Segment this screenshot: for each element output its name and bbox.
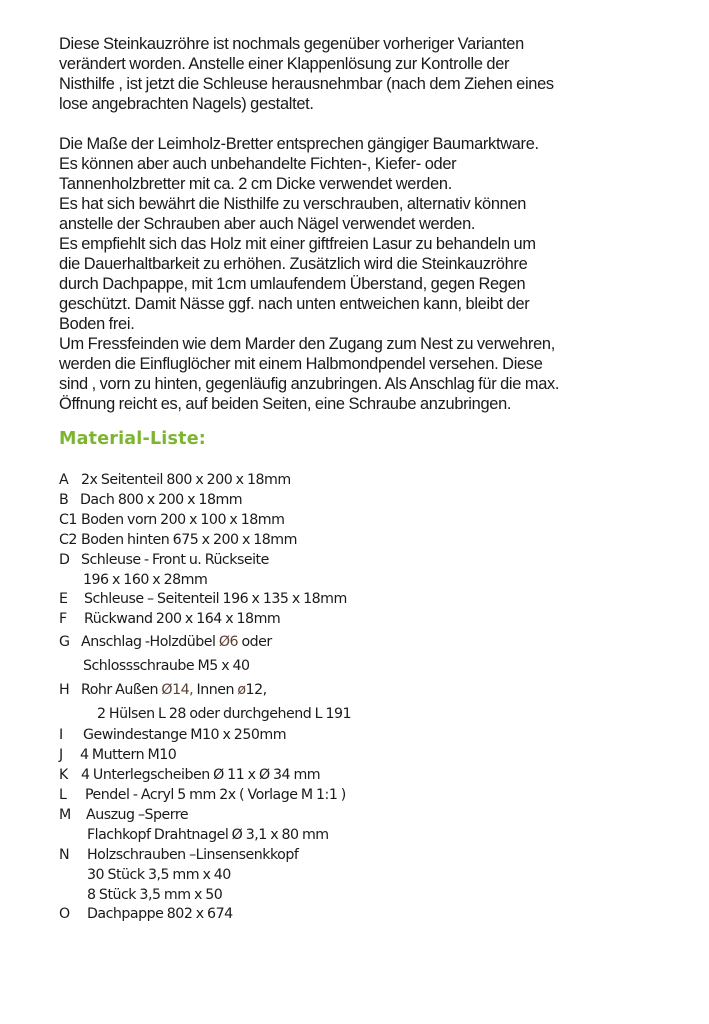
text-line: Nisthilfe , ist jetzt die Schleuse herausnehmbar (nach dem Ziehen eines	[59, 75, 554, 93]
text-line: werden die Einfluglöcher mit einem Halbmondpendel versehen. Diese	[59, 355, 543, 373]
material-item	[59, 511, 699, 531]
material-text: 4 Muttern M10	[80, 747, 177, 764]
text-line: Die Maße der Leimholz-Bretter entsprechen gängiger Baumarktware.	[59, 135, 539, 153]
material-item	[59, 726, 699, 746]
text-line: Es können aber auch unbehandelte Fichten-, Kiefer- oder	[59, 155, 457, 173]
material-text-part: Ø14,	[161, 682, 194, 699]
material-item	[59, 551, 699, 591]
material-code: B	[59, 491, 69, 508]
material-code: K	[59, 767, 68, 784]
material-item	[59, 491, 699, 511]
material-text-part: Rohr Außen	[81, 682, 162, 699]
material-item	[59, 678, 699, 726]
material-code: L	[59, 786, 67, 803]
material-text: Schleuse – Seitenteil 196 x 135 x 18mm	[84, 591, 347, 608]
material-text: Auszug –Sperre	[86, 806, 189, 823]
material-text-part: 12,	[245, 682, 267, 699]
material-text: Pendel - Acryl 5 mm 2x ( Vorlage M 1:1 )	[85, 786, 346, 803]
material-item	[59, 806, 699, 846]
material-text: Dachpappe 802 x 674	[87, 906, 233, 923]
material-code: O	[59, 906, 70, 923]
material-code: N	[59, 846, 70, 863]
text-line: Es empfiehlt sich das Holz mit einer giftfreien Lasur zu behandeln um	[59, 235, 536, 253]
material-continuation: 2 Hülsen L 28 oder durchgehend L 191	[97, 706, 352, 723]
material-continuation: Schlossschraube M5 x 40	[83, 658, 250, 675]
intro-paragraph-2	[59, 134, 699, 414]
material-item	[59, 610, 699, 630]
material-text: 4 Unterlegscheiben Ø 11 x Ø 34 mm	[81, 767, 321, 784]
material-item	[59, 590, 699, 610]
material-text: Boden vorn 200 x 100 x 18mm	[81, 511, 285, 528]
material-code: A	[59, 472, 69, 488]
material-code: H	[59, 682, 70, 699]
material-text: Holzschrauben –Linsensenkkopf	[87, 846, 299, 863]
text-line: verändert worden. Anstelle einer Klappenlösung zur Kontrolle der	[59, 55, 510, 73]
text-line: geschützt. Damit Nässe ggf. nach unten entweichen kann, bleibt der	[59, 295, 530, 313]
text-line: durch Dachpappe, mit 1cm umlaufendem Überstand, gegen Regen	[59, 275, 526, 293]
text-line: lose angebrachten Nagels) gestaltet.	[59, 95, 314, 113]
material-continuation: 196 x 160 x 28mm	[83, 571, 208, 588]
material-code: J	[59, 747, 63, 764]
material-text: Gewindestange M10 x 250mm	[83, 727, 287, 744]
material-item	[59, 471, 699, 491]
material-code: E	[59, 591, 68, 608]
material-item	[59, 531, 699, 551]
material-text: 2x Seitenteil 800 x 200 x 18mm	[81, 472, 291, 488]
intro-paragraph-1	[59, 34, 699, 114]
material-code: I	[59, 727, 63, 744]
text-line: Boden frei.	[59, 315, 135, 333]
text-line: anstelle der Schrauben aber auch Nägel verwendet werden.	[59, 215, 476, 233]
text-line: Öffnung reicht es, auf beiden Seiten, eine Schraube anzubringen.	[59, 395, 512, 413]
material-list	[59, 471, 699, 925]
material-code: F	[59, 611, 67, 628]
text-line: Um Fressfeinden wie dem Marder den Zugang zum Nest zu verwehren,	[59, 335, 555, 353]
material-continuation: Flachkopf Drahtnagel Ø 3,1 x 80 mm	[87, 826, 329, 843]
material-text: Rückwand 200 x 164 x 18mm	[84, 611, 281, 628]
material-code: C1	[59, 511, 77, 528]
text-line: sind , vorn zu hinten, gegenläufig anzubringen. Als Anschlag für die max.	[59, 375, 560, 393]
text-line: die Dauerhaltbarkeit zu erhöhen. Zusätzlich wird die Steinkauzröhre	[59, 255, 528, 273]
material-text-part: ø	[237, 682, 246, 699]
material-item	[59, 905, 699, 925]
material-text-part: Anschlag -Holzdübel	[81, 634, 219, 651]
material-continuation: 8 Stück 3,5 mm x 50	[87, 886, 223, 903]
material-item	[59, 630, 699, 678]
material-code: G	[59, 634, 70, 651]
material-item	[59, 746, 699, 766]
intro-text	[59, 34, 699, 414]
text-line: Es hat sich bewährt die Nisthilfe zu verschrauben, alternativ können	[59, 195, 527, 213]
text-line: Tannenholzbretter mit ca. 2 cm Dicke verwendet werden.	[59, 175, 452, 193]
text-line: Diese Steinkauzröhre ist nochmals gegenüber vorheriger Varianten	[59, 35, 524, 53]
material-text: Schleuse - Front u. Rückseite	[81, 551, 269, 568]
material-text: Dach 800 x 200 x 18mm	[80, 491, 243, 508]
material-code: C2	[59, 531, 77, 548]
material-text: Boden hinten 675 x 200 x 18mm	[81, 531, 297, 548]
material-text-part: Ø6	[218, 634, 239, 651]
material-item	[59, 786, 699, 806]
material-code: D	[59, 551, 70, 568]
material-text-part: Innen	[193, 682, 238, 699]
material-code: M	[59, 806, 71, 823]
material-item	[59, 846, 699, 906]
material-text-part: oder	[238, 634, 272, 651]
material-item	[59, 766, 699, 786]
material-list-heading: Material-Liste:	[59, 429, 206, 449]
material-continuation: 30 Stück 3,5 mm x 40	[87, 866, 231, 883]
